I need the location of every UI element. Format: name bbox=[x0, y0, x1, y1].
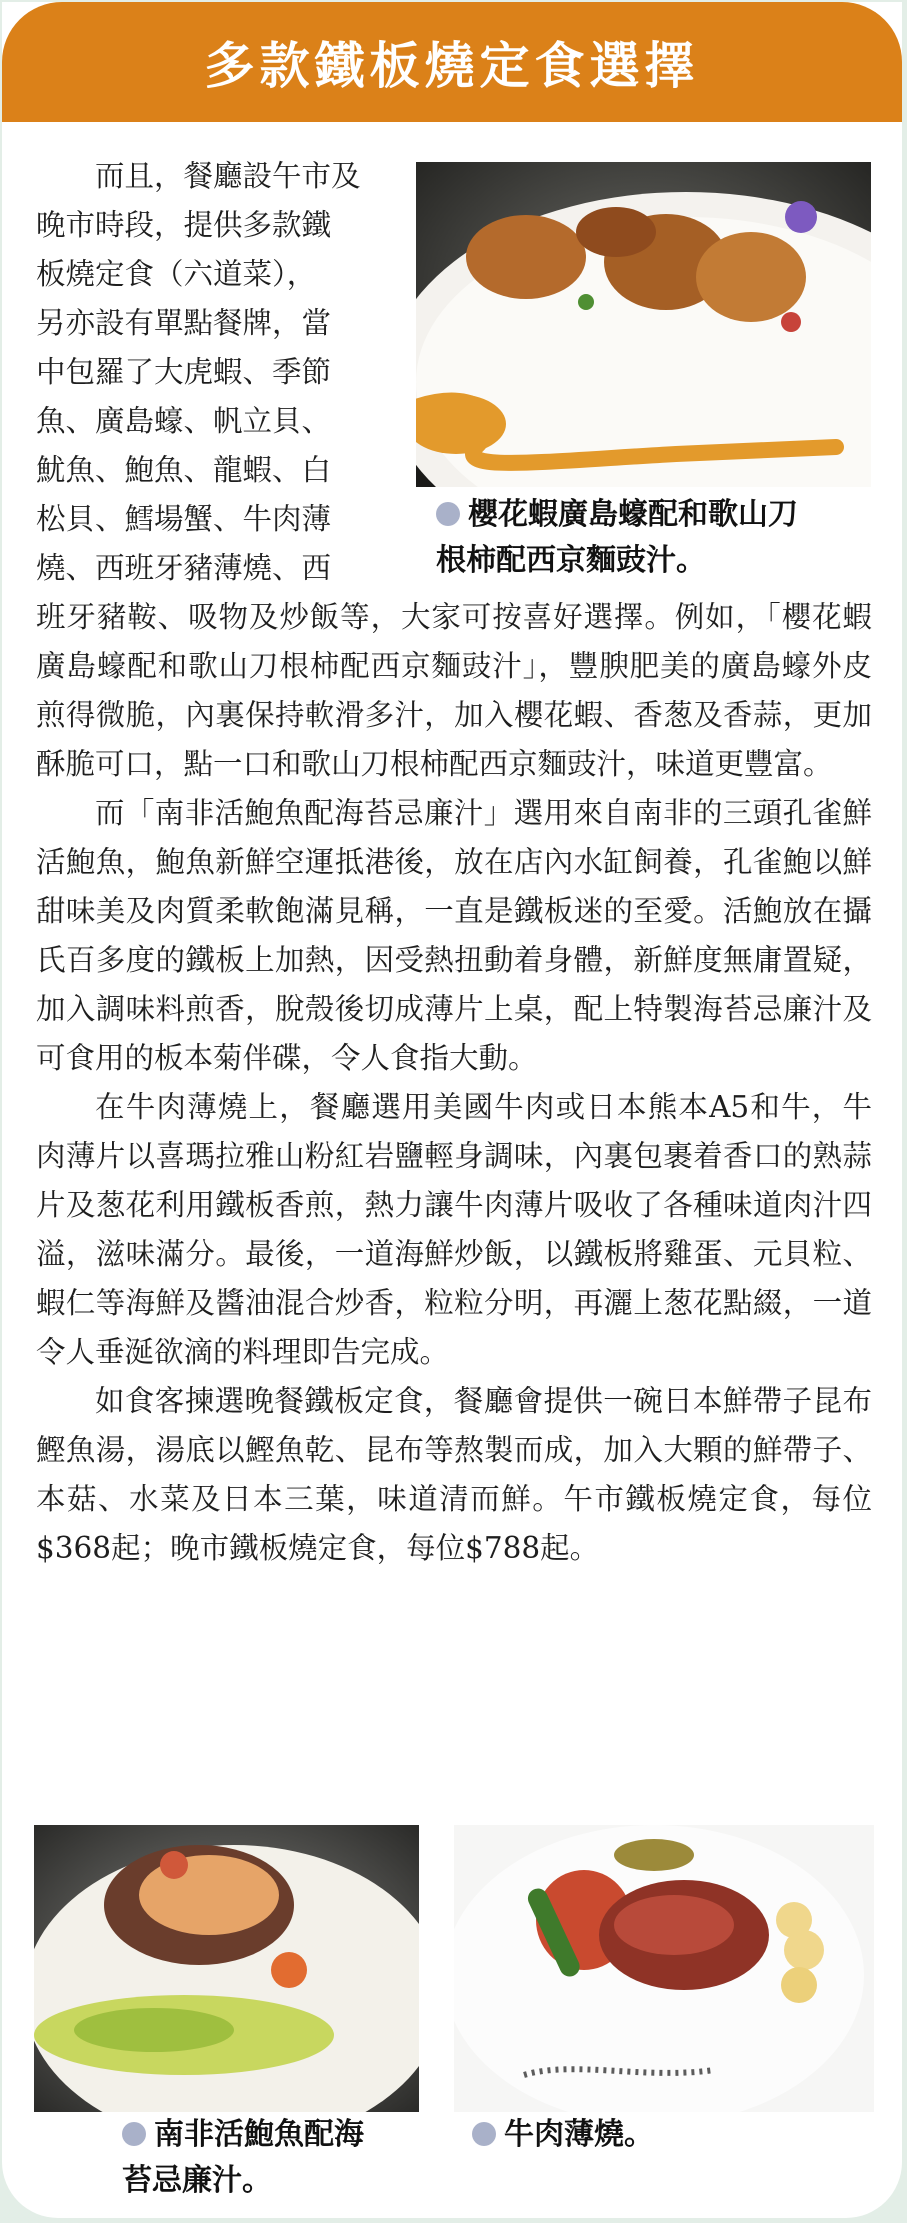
bullet-icon bbox=[472, 2122, 496, 2146]
header-banner bbox=[2, 2, 902, 122]
abalone-photo bbox=[34, 1825, 419, 2112]
bullet-icon bbox=[122, 2122, 146, 2146]
paragraph-3: 在牛肉薄燒上，餐廳選用美國牛肉或日本熊本A5和牛，牛肉薄片以喜瑪拉雅山粉紅岩鹽輕身調味，內裏包裹着香口的熟蒜片及葱花利用鐵板香煎，熱力讓牛肉薄片吸收了各種味道肉汁四溢，滋味滿分。最後，一道海鮮炒飯，以鐵板將雞蛋、元貝粒、蝦仁等海鮮及醬油混合炒香，粒粒分明，再灑上葱花點綴，一道令人垂涎欲滴的料理即告完成。 bbox=[36, 1090, 872, 1369]
paragraph-1: 班牙豬鞍、吸物及炒飯等，大家可按喜好選擇。例如，「櫻花蝦廣島蠔配和歌山刀根柿配西京麵豉汁」，豐腴肥美的廣島蠔外皮煎得微脆，內裏保持軟滑多汁，加入櫻花蝦、香葱及香蒜，更加酥脆可口，點一口和歌山刀根柿配西京麵豉汁，味道更豐富。 bbox=[36, 600, 872, 781]
paragraph-2: 而「南非活鮑魚配海苔忌廉汁」選用來自南非的三頭孔雀鮮活鮑魚，鮑魚新鮮空運抵港後，放在店內水缸飼養，孔雀鮑以鮮甜味美及肉質柔軟飽滿見稱，一直是鐵板迷的至愛。活鮑放在攝氏百多度的鐵板上加熱，因受熱扭動着身體，新鮮度無庸置疑，加入調味料煎香，脫殼後切成薄片上桌，配上特製海苔忌廉汁及可食用的板本菊伴碟，令人食指大動。 bbox=[36, 796, 872, 1075]
article-body bbox=[36, 152, 872, 1573]
oyster-caption: 櫻花蝦廣島蠔配和歌山刀 根柿配西京麵豉汁。 bbox=[436, 497, 798, 578]
beef-photo bbox=[454, 1825, 874, 2112]
intro-column: 而且，餐廳設午市及 晚市時段，提供多款鐵 板燒定食（六道菜）， 另亦設有單點餐牌，當 中包羅了大虎蝦、季節 魚、廣島蠔、帆立貝、 魷魚、鮑魚、龍蝦、白 松貝、鱈場蟹、牛肉薄 燒、西班牙豬薄燒、西 bbox=[36, 159, 361, 585]
article-title: 多款鐵板燒定食選擇 bbox=[204, 37, 700, 95]
beef-caption: 牛肉薄燒。 bbox=[472, 2112, 772, 2158]
abalone-caption: 南非活鮑魚配海 苔忌廉汁。 bbox=[122, 2117, 364, 2198]
paragraph-4: 如食客揀選晚餐鐵板定食，餐廳會提供一碗日本鮮帶子昆布鰹魚湯，湯底以鰹魚乾、昆布等熬製而成，加入大顆的鮮帶子、本菇、水菜及日本三葉，味道清而鮮。午市鐵板燒定食，每位$368起；晚市鐵板燒定食，每位$788起。 bbox=[36, 1384, 872, 1565]
article-card bbox=[2, 2, 902, 2218]
